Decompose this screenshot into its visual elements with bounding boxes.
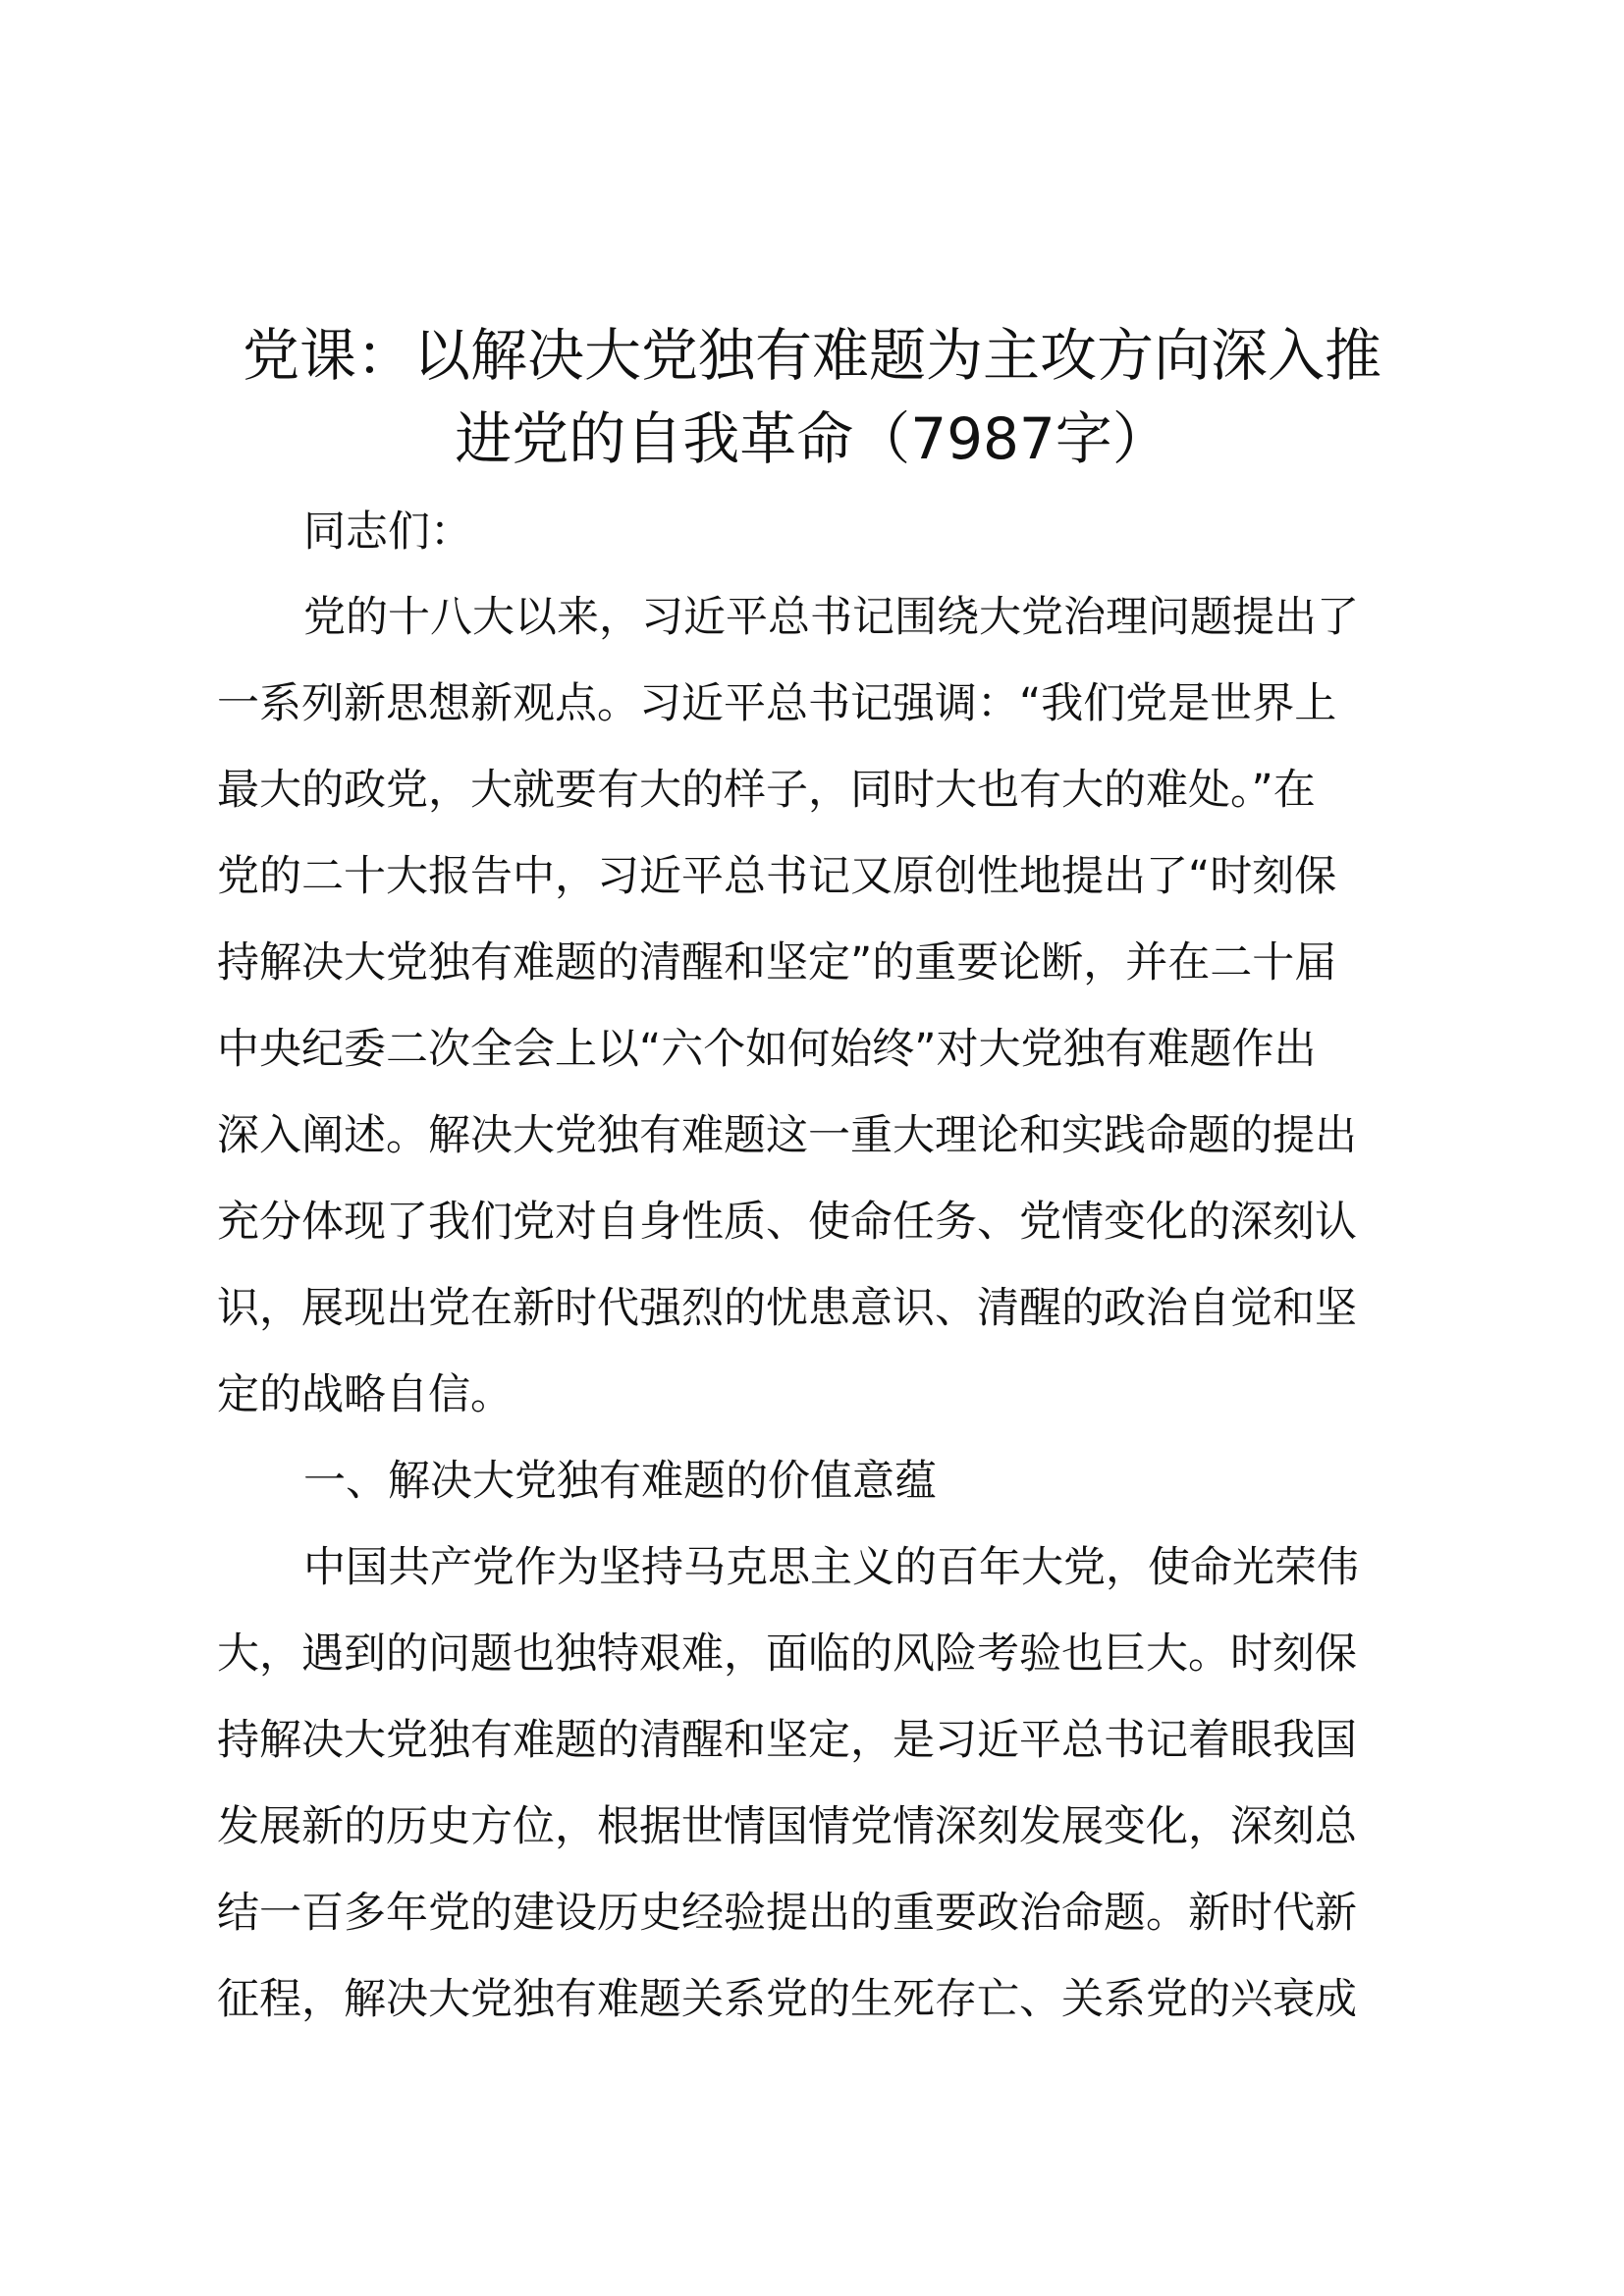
paragraph-1-line: 持解决大党独有难题的清醒和坚定”的重要论断，并在二十届: [217, 938, 1337, 988]
paragraph-1-line: 定的战略自信。: [217, 1370, 513, 1419]
paragraph-1-line: 深入阐述。解决大党独有难题这一重大理论和实践命题的提出: [217, 1111, 1357, 1160]
paragraph-1-line: 中央纪委二次全会上以“六个如何始终”对大党独有难题作出: [217, 1025, 1317, 1074]
paragraph-1-line: 一系列新思想新观点。习近平总书记强调：“我们党是世界上: [217, 679, 1337, 728]
paragraph-1-line: 党的十八大以来，习近平总书记围绕大党治理问题提出了: [303, 593, 1359, 642]
page-title-line-1: 党课：以解决大党独有难题为主攻方向深入推: [242, 322, 1381, 389]
section-heading: 一、解决大党独有难题的价值意蕴: [303, 1457, 937, 1506]
paragraph-2-line: 征程，解决大党独有难题关系党的生死存亡、关系党的兴衰成: [217, 1975, 1357, 2024]
paragraph-2-line: 发展新的历史方位，根据世情国情党情深刻发展变化，深刻总: [217, 1802, 1357, 1851]
paragraph-1-line: 充分体现了我们党对自身性质、使命任务、党情变化的深刻认: [217, 1198, 1357, 1247]
paragraph-2-line: 结一百多年党的建设历史经验提出的重要政治命题。新时代新: [217, 1889, 1357, 1938]
paragraph-1-line: 最大的政党，大就要有大的样子，同时大也有大的难处。”在: [217, 766, 1316, 815]
paragraph-2-line: 大，遇到的问题也独特艰难，面临的风险考验也巨大。时刻保: [217, 1629, 1357, 1679]
paragraph-1-line: 识，展现出党在新时代强烈的忧患意识、清醒的政治自觉和坚: [217, 1284, 1357, 1333]
paragraph-2-line: 中国共产党作为坚持马克思主义的百年大党，使命光荣伟: [303, 1543, 1359, 1592]
page-title-line-2: 进党的自我革命（7987字）: [455, 405, 1169, 472]
greeting: 同志们：: [303, 507, 472, 557]
paragraph-2-line: 持解决大党独有难题的清醒和坚定，是习近平总书记着眼我国: [217, 1716, 1357, 1765]
paragraph-1-line: 党的二十大报告中，习近平总书记又原创性地提出了“时刻保: [217, 852, 1337, 901]
